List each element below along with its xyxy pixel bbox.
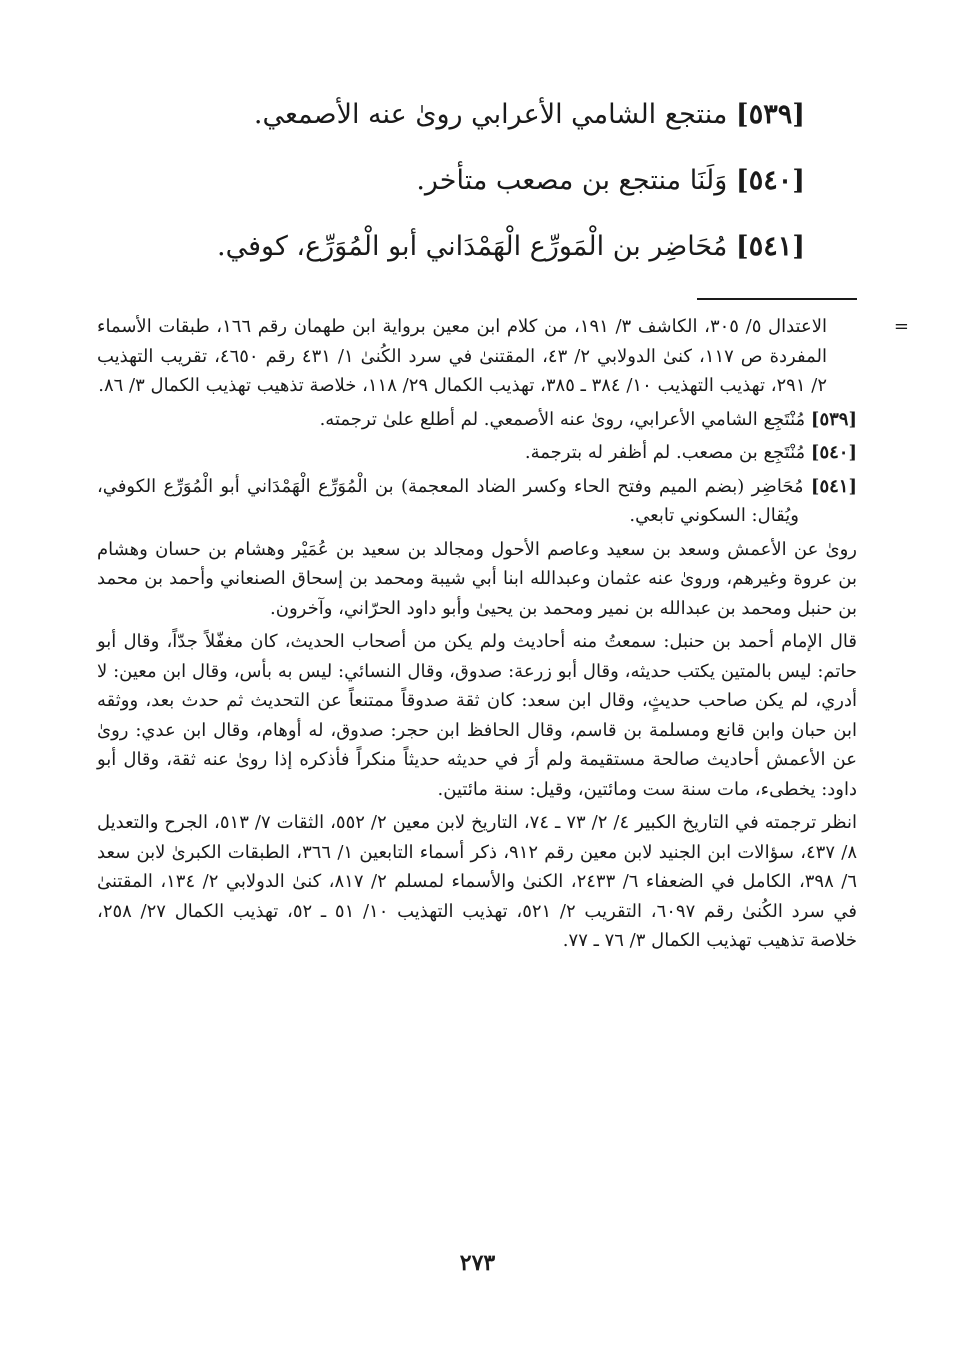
footnote-entry-541 [97, 472, 857, 531]
footnote-text: مُحَاضِر (بضم الميم وفتح الحاء وكسر الضاد المعجمة) بن الْمُوَرِّع الْهَمْدَاني أبو الْمُوَرِّع الكوفي، ويُقال: السكوني تابعي. [97, 475, 804, 526]
main-entries [145, 82, 805, 280]
footnote-evaluations-paragraph: قال الإمام أحمد بن حنبل: سمعتُ منه أحاديث ولم يكن من أصحاب الحديث، كان مغفّلاً جدّاً، وقال أبو حاتم: ليس بالمتين يكتب حديثه، وقال أبو زرعة: صدوق، وقال النسائي: ليس به بأس، وقال ابن معين: لا أدري، لم يكن صاحب حديثٍ، وقال ابن سعد: كان ثقة صدوقاً ممتنعاً عن التحديث ثم حدث بعد، ووثقه ابن حبان وابن قانع ومسلمة بن قاسم، وقال الحافظ ابن حجر: صدوق، له أوهام، وقال ابن عدي: روىٰ عن الأعمش أحاديث صالحة مستقيمة ولم أرَ في حديثه حديثاً منكراً فأذكره إذا روىٰ عنه ثقة، وقال أبو داود: يخطىء، مات سنة ست ومائتين، وقيل: سنة مائتين. [97, 631, 857, 800]
footnote-number: [٥٣٩] [810, 408, 857, 430]
main-entry-539 [145, 82, 805, 148]
page-number: ٢٧٣ [459, 1250, 496, 1276]
footnote-number: [٥٤٠] [810, 442, 857, 463]
entry-text: منتجع الشامي الأعرابي روىٰ عنه الأصمعي. [253, 99, 728, 130]
footnote-entry-539 [97, 405, 857, 435]
entry-number: [٥٣٩] [735, 99, 805, 130]
entry-number: [٥٤١] [735, 231, 805, 262]
footnote-narrators-paragraph: روىٰ عن الأعمش وسعد بن سعيد وعاصم الأحول ومجالد بن سعيد بن عُمَيْر وهشام بن حسان وهشام بن عروة وغيرهم، وروىٰ عنه عثمان وعبدالله ابنا أبي شيبة ومحمد بن إسحاق الصنعاني وأحمد بن محمد بن حنبل ومحمد بن عبدالله بن نمير ومحمد بن يحيىٰ وأبو داود الحرّاني، وآخرون. [97, 538, 857, 619]
footnote-text: مُنْتَجِع الشامي الأعرابي، روىٰ عنه الأصمعي. لم أطلع علىٰ ترجمته. [319, 408, 806, 430]
entry-text: مُحَاضِر بن الْمَورِّع الْهَمْدَاني أبو الْمُوَرِّع، كوفي. [217, 231, 728, 262]
footnote-entry-540 [97, 438, 857, 468]
continuation-text: الاعتدال ٥/ ٣٠٥، الكاشف ٣/ ١٩١، من كلام ابن معين برواية ابن طهمان رقم ١٦٦، طبقات الأسماء المفردة ص ١١٧، كنىٰ الدولابي ٢/ ٤٣، المقتنىٰ في سرد الكُنىٰ ١/ ٤٣١ رقم ٤٦٥٠، تقريب التهذيب ٢/ ٢٩١، تهذيب التهذيب ١٠/ ٣٨٤ ـ ٣٨٥، تهذيب الكمال ٢٩/ ١١٨، خلاصة تذهيب تهذيب الكمال ٣/ ٨٦. [97, 316, 827, 396]
footnotes [97, 312, 909, 960]
footnote-text: مُنْتَجِع بن مصعب. لم أظفر له بترجمة. [524, 442, 806, 463]
main-entry-541 [145, 214, 805, 280]
footnote-continuation [97, 312, 909, 401]
main-entry-540 [145, 148, 805, 214]
footnote-references-paragraph: انظر ترجمته في التاريخ الكبير ٤/ ٢/ ٧٣ ـ ٧٤، التاريخ لابن معين ٢/ ٥٥٢، الثقات ٧/ ٥١٣، الجرح والتعديل ٨/ ٤٣٧، سؤالات ابن الجنيد لابن معين رقم ٩١٢، ذكر أسماء التابعين ١/ ٣٦٦، الطبقات الكبرىٰ لابن سعد ٦/ ٣٩٨، الكامل في الضعفاء ٦/ ٢٤٣٣، الكنىٰ والأسماء لمسلم ٢/ ٨١٧، كنىٰ الدولابي ٢/ ١٣٤، المقتنىٰ في سرد الكُنىٰ رقم ٦٠٩٧، التقريب ٢/ ٥٢١، تهذيب التهذيب ١٠/ ٥١ ـ ٥٢، تهذيب الكمال ٢٧/ ٢٥٨، خلاصة تذهيب تهذيب الكمال ٣/ ٧٦ ـ ٧٧. [97, 812, 857, 951]
footnote-number: [٥٤١] [810, 475, 857, 497]
entry-text: وَلَنَا منتجع بن مصعب متأخر. [416, 165, 728, 196]
continuation-mark: = [893, 316, 909, 337]
footnote-divider [697, 298, 857, 300]
entry-number: [٥٤٠] [735, 165, 805, 196]
